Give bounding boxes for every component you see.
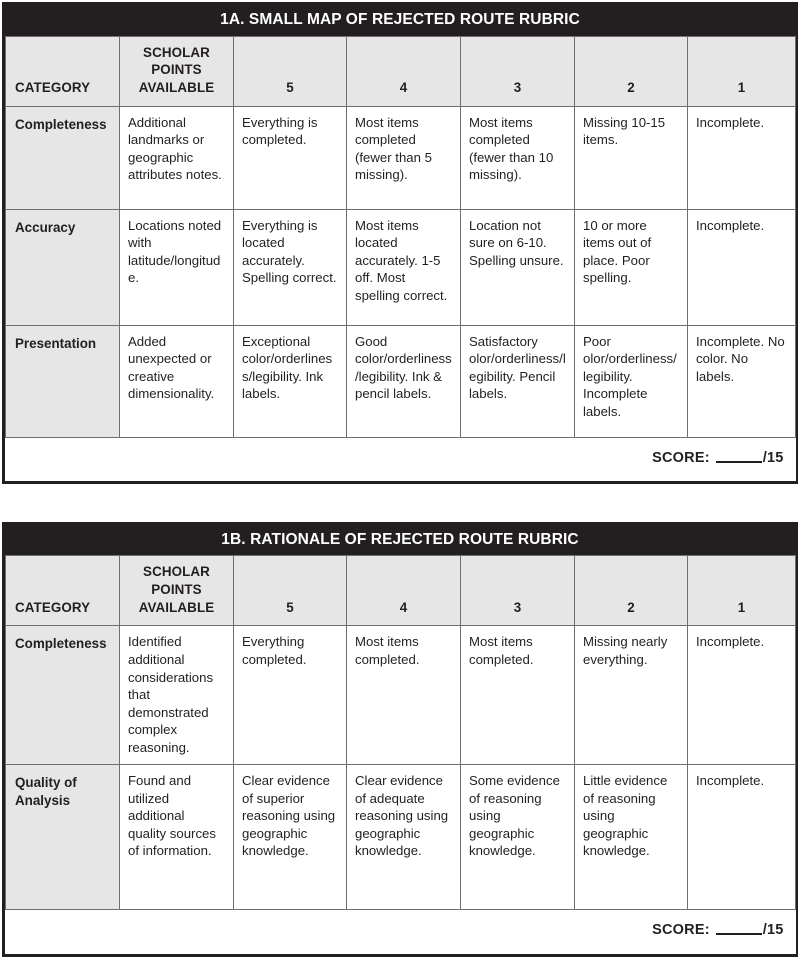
cell-score-4: Most items completed. bbox=[347, 626, 461, 765]
score-max: /15 bbox=[762, 922, 784, 939]
cell-scholar-points: Additional landmarks or geographic attributes notes. bbox=[120, 106, 234, 209]
rubric-page bbox=[0, 2, 800, 939]
column-header-score-2: 2 bbox=[575, 556, 688, 626]
column-header-score-5: 5 bbox=[234, 556, 347, 626]
cell-score-5: Everything is completed. bbox=[234, 106, 347, 209]
cell-scholar-points: Added unexpected or creative dimensionality. bbox=[120, 325, 234, 437]
cell-score-2: Missing 10-15 items. bbox=[575, 106, 688, 209]
scholar-header-line-1: SCHOLAR bbox=[143, 44, 210, 60]
score-max: /15 bbox=[762, 449, 784, 466]
table-header-row bbox=[6, 36, 796, 106]
cell-score-1: Incomplete. bbox=[688, 765, 796, 910]
table-row bbox=[6, 765, 796, 910]
cell-scholar-points: Locations noted with latitude/longitude. bbox=[120, 209, 234, 325]
column-header-scholar-points-available bbox=[120, 556, 234, 626]
cell-score-2: Little evidence of reasoning using geographic knowledge. bbox=[575, 765, 688, 910]
table-row bbox=[6, 106, 796, 209]
score-row bbox=[6, 910, 796, 954]
rubric-1b-body bbox=[6, 626, 796, 954]
column-header-score-3: 3 bbox=[461, 36, 575, 106]
cell-score-1: Incomplete. bbox=[688, 106, 796, 209]
row-category-label: Completeness bbox=[6, 626, 120, 765]
score-input-blank[interactable] bbox=[716, 933, 762, 935]
row-category-label: Completeness bbox=[6, 106, 120, 209]
cell-score-1: Incomplete. No color. No labels. bbox=[688, 325, 796, 437]
score-label: SCORE: bbox=[652, 922, 710, 939]
rubric-1a-title: 1A. SMALL MAP OF REJECTED ROUTE RUBRIC bbox=[5, 5, 795, 36]
scholar-header-line-3: AVAILABLE bbox=[138, 79, 215, 95]
cell-score-2: 10 or more items out of place. Poor spelling. bbox=[575, 209, 688, 325]
rubric-1b-title: 1B. RATIONALE OF REJECTED ROUTE RUBRIC bbox=[5, 525, 795, 556]
rubric-1b-header bbox=[6, 556, 796, 626]
cell-score-5: Everything completed. bbox=[234, 626, 347, 765]
row-category-label: Presentation bbox=[6, 325, 120, 437]
cell-score-3: Some evidence of reasoning using geographic knowledge. bbox=[461, 765, 575, 910]
score-input-blank[interactable] bbox=[716, 461, 762, 463]
score-total-cell bbox=[6, 437, 796, 481]
rubric-1b bbox=[2, 522, 798, 957]
cell-score-4: Most items completed (fewer than 5 missing). bbox=[347, 106, 461, 209]
row-category-label: Quality of Analysis bbox=[6, 765, 120, 910]
column-header-scholar-points-available bbox=[120, 36, 234, 106]
score-total-cell bbox=[6, 910, 796, 954]
cell-scholar-points: Found and utilized additional quality sources of information. bbox=[120, 765, 234, 910]
scholar-header-line-2: POINTS bbox=[151, 62, 202, 78]
score-label: SCORE: bbox=[652, 449, 710, 466]
column-header-category: CATEGORY bbox=[6, 556, 120, 626]
cell-score-3: Satisfactory olor/orderliness/legibility. Pencil labels. bbox=[461, 325, 575, 437]
scholar-header-line-2: POINTS bbox=[151, 582, 202, 598]
scholar-header-line-1: SCHOLAR bbox=[143, 564, 210, 580]
cell-score-1: Incomplete. bbox=[688, 209, 796, 325]
table-row bbox=[6, 626, 796, 765]
cell-score-4: Clear evidence of adequate reasoning using geographic knowledge. bbox=[347, 765, 461, 910]
cell-score-1: Incomplete. bbox=[688, 626, 796, 765]
cell-score-3: Most items completed (fewer than 10 missing). bbox=[461, 106, 575, 209]
cell-score-4: Most items located accurately. 1-5 off. Most spelling correct. bbox=[347, 209, 461, 325]
rubric-1a-header bbox=[6, 36, 796, 106]
table-row bbox=[6, 325, 796, 437]
column-header-score-5: 5 bbox=[234, 36, 347, 106]
column-header-score-1: 1 bbox=[688, 556, 796, 626]
cell-score-3: Location not sure on 6-10. Spelling unsure. bbox=[461, 209, 575, 325]
row-category-label: Accuracy bbox=[6, 209, 120, 325]
table-header-row bbox=[6, 556, 796, 626]
cell-score-5: Everything is located accurately. Spelling correct. bbox=[234, 209, 347, 325]
column-header-score-1: 1 bbox=[688, 36, 796, 106]
score-row bbox=[6, 437, 796, 481]
cell-scholar-points: Identified additional considerations that demonstrated complex reasoning. bbox=[120, 626, 234, 765]
cell-score-5: Clear evidence of superior reasoning using geographic knowledge. bbox=[234, 765, 347, 910]
scholar-header-line-3: AVAILABLE bbox=[138, 599, 215, 615]
cell-score-4: Good color/orderliness/legibility. Ink & pencil labels. bbox=[347, 325, 461, 437]
column-header-score-4: 4 bbox=[347, 36, 461, 106]
column-header-score-3: 3 bbox=[461, 556, 575, 626]
rubric-1a-table bbox=[5, 36, 796, 481]
column-header-score-4: 4 bbox=[347, 556, 461, 626]
cell-score-2: Missing nearly everything. bbox=[575, 626, 688, 765]
column-header-category: CATEGORY bbox=[6, 36, 120, 106]
rubric-1b-table bbox=[5, 555, 796, 953]
table-row bbox=[6, 209, 796, 325]
column-header-score-2: 2 bbox=[575, 36, 688, 106]
cell-score-5: Exceptional color/orderliness/legibility. Ink labels. bbox=[234, 325, 347, 437]
rubric-1a bbox=[2, 2, 798, 484]
cell-score-3: Most items completed. bbox=[461, 626, 575, 765]
rubric-1a-body bbox=[6, 106, 796, 481]
cell-score-2: Poor olor/orderliness/legibility. Incomplete labels. bbox=[575, 325, 688, 437]
